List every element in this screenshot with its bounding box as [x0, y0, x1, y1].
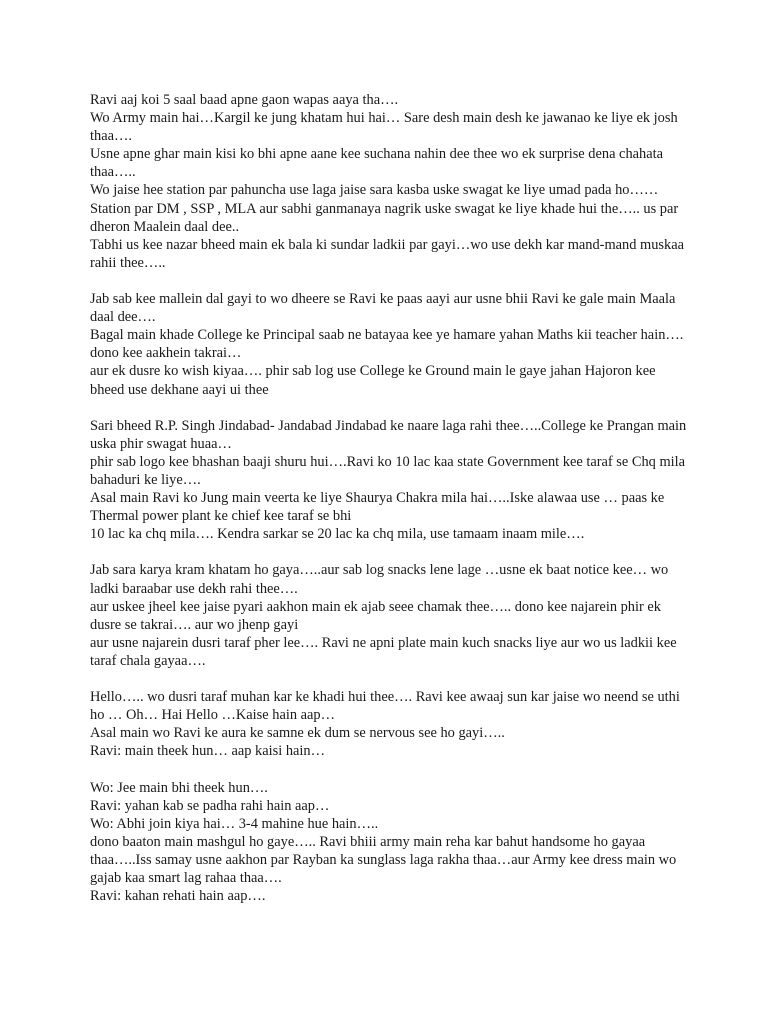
text-line: Asal main Ravi ko Jung main veerta ke liye Shaurya Chakra mila hai…..Iske alawaa use … paas ke Thermal power plant ke chief kee taraf se bhi: [90, 490, 665, 525]
text-line: Ravi aaj koi 5 saal baad apne gaon wapas aaya tha….: [90, 92, 399, 108]
text-line: dono baaton main mashgul ho gaye….. Ravi bhiii army main reha kar bahut handsome ho gayaa thaa…..Iss samay usne aakhon par Rayban ka sunglass laga rakha thaa…aur Army kee dress main wo gajab kaa smart lag rahaa thaa….: [90, 833, 677, 887]
text-line: aur usne najarein dusri taraf pher lee…. Ravi ne apni plate main kuch snacks liye aur wo us ladkii kee taraf chala gayaa….: [90, 634, 677, 669]
text-line: Jab sara karya kram khatam ho gaya…..aur sab log snacks lene lage …usne ek baat notice kee… wo ladki baraabar use dekh rahi thee….: [90, 562, 669, 597]
text-line: Wo Army main hai…Kargil ke jung khatam hui hai… Sare desh main desh ke jawanao ke liye ek josh thaa….: [90, 110, 678, 145]
text-line: Hello….. wo dusri taraf muhan kar ke khadi hui thee…. Ravi kee awaaj sun kar jaise wo neend se uthi ho … Oh… Hai Hello …Kaise hain aap…: [90, 689, 680, 724]
text-line: 10 lac ka chq mila…. Kendra sarkar se 20 lac ka chq mila, use tamaam inaam mile….: [90, 526, 585, 543]
paragraph-3: [90, 417, 690, 544]
text-line: Bagal main khade College ke Principal saab ne batayaa kee ye hamare yahan Maths kii teacher hain…. dono kee aakhein takrai…: [90, 327, 684, 362]
text-line: Tabhi us kee nazar bheed main ek bala ki sundar ladkii par gayi…wo use dekh kar mand-mand muskaa rahii thee…..: [90, 236, 685, 271]
text-line: aur ek dusre ko wish kiyaa…. phir sab log use College ke Ground main le gaye jahan Hajoron kee bheed use dekhane aayi ui thee: [90, 363, 656, 398]
text-line: Wo: Jee main bhi theek hun….: [90, 779, 268, 796]
text-line: Jab sab kee mallein dal gayi to wo dheere se Ravi ke paas aayi aur usne bhii Ravi ke gale main Maala daal dee….: [90, 291, 676, 326]
text-line: Wo jaise hee station par pahuncha use laga jaise sara kasba uske swagat ke liye umad pada ho……: [90, 182, 659, 199]
text-line: Station par DM , SSP , MLA aur sabhi ganmanaya nagrik uske swagat ke liye khade hui the….. us par dheron Maalein daal dee..: [90, 200, 679, 235]
text-line: Asal main wo Ravi ke aura ke samne ek dum se nervous see ho gayi…..: [90, 725, 505, 742]
story-text: [90, 91, 690, 905]
paragraph-2: [90, 290, 690, 399]
paragraph-6: [90, 779, 690, 906]
text-line: Ravi: kahan rehati hain aap….: [90, 888, 266, 905]
paragraph-1: [90, 91, 690, 272]
text-line: Ravi: main theek hun… aap kaisi hain…: [90, 743, 325, 760]
text-line: Wo: Abhi join kiya hai… 3-4 mahine hue hain…..: [90, 815, 379, 832]
text-line: phir sab logo kee bhashan baaji shuru hui….Ravi ko 10 lac kaa state Government kee taraf se Chq mila bahaduri ke liye….: [90, 453, 686, 488]
text-line: Usne apne ghar main kisi ko bhi apne aane kee suchana nahin dee thee wo ek surprise dena chahata thaa…..: [90, 146, 663, 181]
paragraph-4: [90, 561, 690, 670]
text-line: aur uskee jheel kee jaise pyari aakhon main ek ajab seee chamak thee….. dono kee najarein phir ek dusre se takrai…. aur wo jhenp gayi: [90, 598, 661, 633]
text-line: Sari bheed R.P. Singh Jindabad- Jandabad Jindabad ke naare laga rahi thee…..College ke Prangan main uska phir swagat huaa…: [90, 417, 687, 452]
paragraph-5: [90, 688, 690, 760]
text-line: Ravi: yahan kab se padha rahi hain aap…: [90, 797, 330, 814]
